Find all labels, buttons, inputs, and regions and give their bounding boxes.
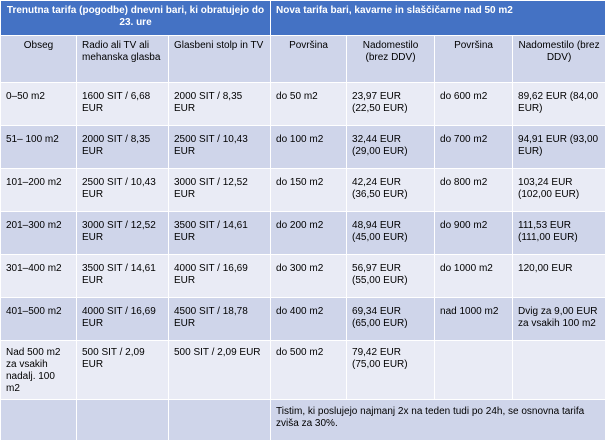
header-row bbox=[1, 1, 605, 36]
table-cell-empty bbox=[77, 400, 169, 441]
table-cell: 4500 SIT / 18,78 EUR bbox=[169, 298, 271, 341]
table-row bbox=[1, 212, 605, 255]
table-cell: do 1000 m2 bbox=[435, 255, 513, 298]
table-cell: 0–50 m2 bbox=[1, 83, 77, 126]
table-cell: 201–300 m2 bbox=[1, 212, 77, 255]
table-cell: do 50 m2 bbox=[271, 83, 347, 126]
new-tariff-header: Nova tarifa bari, kavarne in slaščičarne nad 50 m2 bbox=[271, 1, 605, 36]
column-header-povrsina-2: Površina bbox=[435, 36, 513, 83]
table-cell: 48,94 EUR (45,00 EUR) bbox=[347, 212, 435, 255]
note-row bbox=[1, 400, 605, 441]
table-cell: do 300 m2 bbox=[271, 255, 347, 298]
table-cell: nad 1000 m2 bbox=[435, 298, 513, 341]
table-cell: 500 SIT / 2,09 EUR bbox=[169, 341, 271, 400]
table-cell: 89,62 EUR (84,00 EUR) bbox=[513, 83, 605, 126]
current-tariff-header-line1: Trenutna tarifa (pogodbe) dnevni bari, ki obratujejo do bbox=[6, 5, 265, 17]
table-row bbox=[1, 255, 605, 298]
table-cell: do 800 m2 bbox=[435, 169, 513, 212]
table-cell: 3000 SIT / 12,52 EUR bbox=[169, 169, 271, 212]
table-cell: 101–200 m2 bbox=[1, 169, 77, 212]
table-cell: 3000 SIT / 12,52 EUR bbox=[77, 212, 169, 255]
table-cell: Dvig za 9,00 EUR za vsakih 100 m2 bbox=[513, 298, 605, 341]
current-tariff-header bbox=[1, 1, 271, 36]
table-cell: 2000 SIT / 8,35 EUR bbox=[169, 83, 271, 126]
table-cell: do 200 m2 bbox=[271, 212, 347, 255]
table-cell: do 700 m2 bbox=[435, 126, 513, 169]
column-header-povrsina-1: Površina bbox=[271, 36, 347, 83]
table-cell: 103,24 EUR (102,00 EUR) bbox=[513, 169, 605, 212]
table-cell: 32,44 EUR (29,00 EUR) bbox=[347, 126, 435, 169]
table-cell: do 900 m2 bbox=[435, 212, 513, 255]
table-cell: 4000 SIT / 16,69 EUR bbox=[77, 298, 169, 341]
table-cell: 500 SIT / 2,09 EUR bbox=[77, 341, 169, 400]
table-cell: 42,24 EUR (36,50 EUR) bbox=[347, 169, 435, 212]
table-cell: do 500 m2 bbox=[271, 341, 347, 400]
column-header-obseg: Obseg bbox=[1, 36, 77, 83]
table-cell: 2000 SIT / 8,35 EUR bbox=[77, 126, 169, 169]
table-cell-empty bbox=[169, 400, 271, 441]
column-header-radio-tv: Radio ali TV ali mehanska glasba bbox=[77, 36, 169, 83]
column-header-nadomestilo-1: Nadomestilo (brez DDV) bbox=[347, 36, 435, 83]
table-cell: do 600 m2 bbox=[435, 83, 513, 126]
table-cell: 69,34 EUR (65,00 EUR) bbox=[347, 298, 435, 341]
table-cell: 1600 SIT / 6,68 EUR bbox=[77, 83, 169, 126]
table-row bbox=[1, 169, 605, 212]
table-cell: 51– 100 m2 bbox=[1, 126, 77, 169]
table-row bbox=[1, 83, 605, 126]
table-cell: 120,00 EUR bbox=[513, 255, 605, 298]
table-cell: do 150 m2 bbox=[271, 169, 347, 212]
table-cell: do 100 m2 bbox=[271, 126, 347, 169]
table-cell bbox=[435, 341, 513, 400]
column-header-glasbeni-stolp: Glasbeni stolp in TV bbox=[169, 36, 271, 83]
table-cell: 3500 SIT / 14,61 EUR bbox=[77, 255, 169, 298]
table-cell bbox=[513, 341, 605, 400]
table-cell: do 400 m2 bbox=[271, 298, 347, 341]
table-cell-empty bbox=[1, 400, 77, 441]
table-cell: 4000 SIT / 16,69 EUR bbox=[169, 255, 271, 298]
table-row bbox=[1, 341, 605, 400]
table-row bbox=[1, 298, 605, 341]
table-row bbox=[1, 126, 605, 169]
table-cell: 94,91 EUR (93,00 EUR) bbox=[513, 126, 605, 169]
column-header-row bbox=[1, 36, 605, 83]
surcharge-note: Tistim, ki poslujejo najmanj 2x na teden tudi po 24h, se osnovna tarifa zviša za 30%. bbox=[271, 400, 605, 441]
table-cell: Nad 500 m2 za vsakih nadalj. 100 m2 bbox=[1, 341, 77, 400]
table-cell: 56,97 EUR (55,00 EUR) bbox=[347, 255, 435, 298]
table-cell: 401–500 m2 bbox=[1, 298, 77, 341]
table-cell: 2500 SIT / 10,43 EUR bbox=[77, 169, 169, 212]
column-header-nadomestilo-2: Nadomestilo (brez DDV) bbox=[513, 36, 605, 83]
current-tariff-header-line2: 23. ure bbox=[6, 17, 265, 29]
table-cell: 23,97 EUR (22,50 EUR) bbox=[347, 83, 435, 126]
table-cell: 2500 SIT / 10,43 EUR bbox=[169, 126, 271, 169]
table-cell: 3500 SIT / 14,61 EUR bbox=[169, 212, 271, 255]
table-cell: 79,42 EUR (75,00 EUR) bbox=[347, 341, 435, 400]
table-cell: 301–400 m2 bbox=[1, 255, 77, 298]
table-cell: 111,53 EUR (111,00 EUR) bbox=[513, 212, 605, 255]
